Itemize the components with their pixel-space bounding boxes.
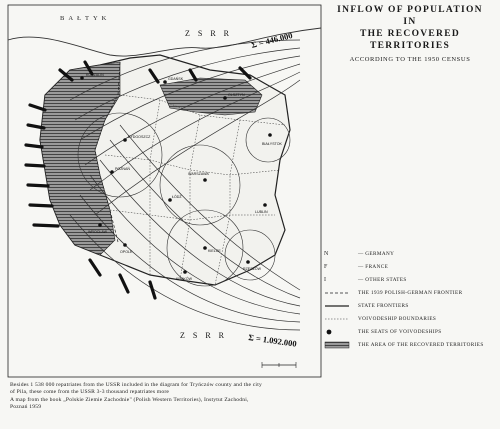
map-subtitle: ACCORDING TO THE 1950 CENSUS: [349, 56, 471, 63]
scale-mark: [262, 362, 296, 368]
origin-label-top: Z S R R: [185, 29, 233, 38]
map-legend: [324, 247, 500, 351]
caption-line-1: Besides 1 538 000 repatriates from the USSR included in the diagram for Tryńczów county and the city: [10, 382, 262, 388]
city-label-wroclaw: WROCŁAW: [88, 230, 108, 234]
city-label-poznan: POZNAŃ: [115, 167, 130, 171]
legend-item-france: [324, 260, 500, 273]
city-dot-warszawa: [203, 178, 207, 182]
legend-item-recovered-territories: [324, 338, 500, 351]
sum-label-bottom: Σ = 1.092.000: [247, 332, 298, 349]
city-dot-rzeszow: [246, 260, 250, 264]
city-dot-kielce: [203, 246, 207, 250]
city-label-gdansk: GDAŃSK: [168, 77, 184, 81]
city-dot-wroclaw: [98, 223, 102, 227]
city-dot-poznan: [110, 170, 114, 174]
origin-label-bottom: Z S R R: [180, 331, 228, 340]
legend-item-frontier-1939: [324, 286, 500, 299]
voivodeship-boundary-line-icon: [324, 314, 352, 324]
title-line-3: THE RECOVERED TERRITORIES: [359, 29, 461, 51]
title-line-2: IN: [403, 17, 417, 27]
legend-item-state-frontiers: [324, 299, 500, 312]
caption-line-3: A map from the book „Polskie Ziemie Zachodnie" (Polish Western Territories), Instytut Zachodni,: [10, 396, 249, 403]
legend-symbol-i: I: [324, 276, 327, 283]
city-label-opole: OPOLE: [120, 250, 133, 254]
city-dot-bydgoszcz: [123, 138, 127, 142]
title-line-1: INFLOW OF POPULATION: [337, 5, 483, 15]
city-label-lublin: LUBLIN: [255, 210, 268, 214]
city-dot-lublin: [263, 203, 267, 207]
city-dot-gdansk: [163, 80, 167, 84]
state-frontier-line-icon: [324, 301, 352, 311]
sea-label: BAŁTYK: [60, 15, 111, 22]
city-label-bialystok: BIAŁYSTOK: [262, 142, 282, 146]
legend-text: THE SEATS OF VOIVODESHIPS: [358, 328, 442, 335]
city-label-bydgoszcz: BYDGOSZCZ: [128, 135, 151, 139]
city-label-koszalin: KOSZALIN: [86, 73, 104, 77]
caption-line-4: Poznań 1959: [10, 404, 42, 411]
legend-symbol-f: F: [324, 263, 328, 270]
legend-item-germany: [324, 247, 500, 260]
city-dot-olsztyn: [223, 96, 227, 100]
hatch-swatch-icon: [324, 340, 352, 350]
legend-item-other-states: [324, 273, 500, 286]
city-label-kielce: KIELCE: [208, 249, 221, 253]
legend-text: STATE FRONTIERS: [358, 302, 409, 309]
city-label-rzeszow: RZESZÓW: [243, 267, 261, 271]
legend-text: THE 1939 POLISH-GERMAN FRONTIER: [358, 289, 463, 296]
city-label-olsztyn: OLSZTYN: [228, 93, 245, 97]
legend-text: — GERMANY: [358, 250, 395, 257]
city-dot-koszalin: [80, 76, 84, 80]
frontier-1939-line-icon: [324, 288, 352, 298]
map-caption: [10, 382, 496, 412]
legend-symbol-n: N: [324, 250, 329, 257]
legend-text: — FRANCE: [358, 263, 389, 270]
legend-item-voivodeship-boundaries: [324, 312, 500, 325]
city-label-warszawa: WARSZAWA: [188, 172, 209, 176]
city-label-krakow: KRAKÓW: [176, 277, 192, 281]
legend-item-voivodeship-seats: [324, 325, 500, 338]
legend-text: THE AREA OF THE RECOVERED TERRITORIES: [358, 341, 484, 348]
city-dot-bialystok: [268, 133, 272, 137]
seat-dot-icon: [324, 327, 352, 337]
city-dot-opole: [123, 243, 127, 247]
legend-text: — OTHER STATES: [358, 276, 407, 283]
caption-line-2: of Pila, these come from the USSR 3-3 thousand repatriates more: [10, 389, 170, 396]
sum-label-top: Σ = 446.000: [250, 30, 294, 50]
city-label-lodz: ŁÓDŹ: [172, 195, 182, 199]
city-dot-krakow: [183, 270, 187, 274]
legend-text: VOIVODESHIP BOUNDARIES: [358, 315, 437, 322]
map-title-block: [322, 4, 498, 63]
